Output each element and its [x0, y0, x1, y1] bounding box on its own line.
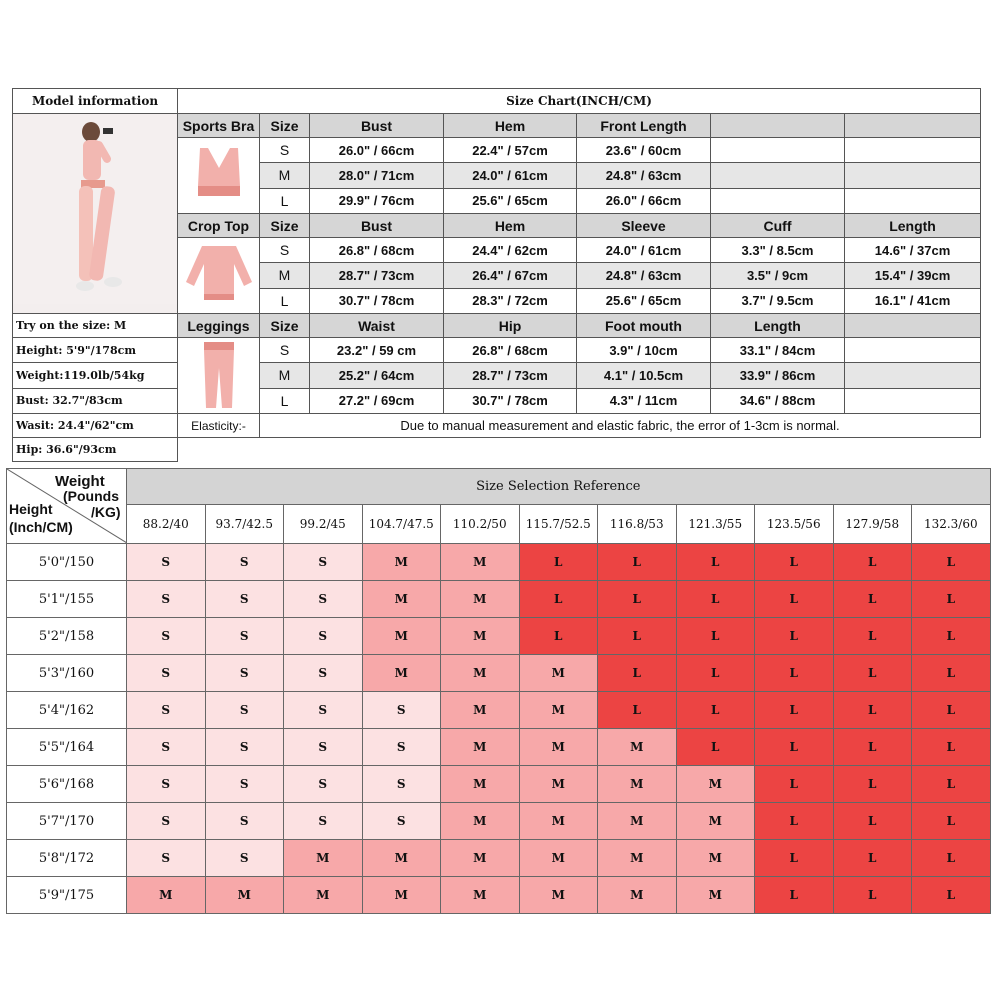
crop-top-image — [178, 238, 260, 314]
size-cell: S — [284, 729, 363, 766]
table-cell: 26.4" / 67cm — [444, 263, 577, 288]
size-cell: L — [833, 766, 912, 803]
spacer — [178, 438, 981, 462]
table-cell: 24.8" / 63cm — [577, 163, 711, 188]
size-cell: M — [676, 840, 755, 877]
size-cell: L — [598, 581, 677, 618]
table-cell: 14.6" / 37cm — [845, 238, 981, 263]
size-cell: S — [127, 803, 206, 840]
table-cell — [845, 388, 981, 413]
size-cell: S — [127, 729, 206, 766]
size-cell: L — [833, 692, 912, 729]
size-cell: M — [598, 840, 677, 877]
size-cell: L — [598, 544, 677, 581]
table-cell: 23.2" / 59 cm — [310, 338, 444, 363]
table-cell: M — [260, 263, 310, 288]
leggings-header: Length — [711, 314, 845, 338]
size-cell: S — [205, 581, 284, 618]
model-information-label: Model information — [13, 89, 178, 114]
size-cell: M — [441, 803, 520, 840]
height-row-header: 5'0"/150 — [7, 544, 127, 581]
table-cell: 33.1" / 84cm — [711, 338, 845, 363]
height-row-header: 5'9"/175 — [7, 877, 127, 914]
size-cell: L — [519, 581, 598, 618]
size-cell: S — [284, 803, 363, 840]
table-cell: M — [260, 363, 310, 388]
size-cell: L — [833, 618, 912, 655]
table-cell: 30.7" / 78cm — [310, 288, 444, 313]
weight-column-header: 110.2/50 — [441, 505, 520, 544]
size-cell: S — [284, 692, 363, 729]
size-cell: L — [676, 618, 755, 655]
table-cell: 28.3" / 72cm — [444, 288, 577, 313]
table-cell: 25.2" / 64cm — [310, 363, 444, 388]
table-cell: 26.8" / 68cm — [310, 238, 444, 263]
size-cell: L — [912, 655, 991, 692]
size-cell: L — [598, 655, 677, 692]
crop-top-header: Bust — [310, 214, 444, 238]
sports-bra-header: Front Length — [577, 114, 711, 138]
table-cell: 24.0" / 61cm — [444, 163, 577, 188]
leggings-header — [845, 314, 981, 338]
height-row-header: 5'3"/160 — [7, 655, 127, 692]
table-cell — [711, 138, 845, 163]
model-photo-image — [13, 114, 178, 304]
size-cell: L — [912, 729, 991, 766]
size-cell: M — [519, 840, 598, 877]
size-cell: S — [205, 655, 284, 692]
size-cell: L — [755, 877, 834, 914]
table-cell: S — [260, 138, 310, 163]
size-cell: S — [205, 803, 284, 840]
leggings-header: Hip — [444, 314, 577, 338]
table-row — [7, 840, 991, 877]
table-cell — [845, 138, 981, 163]
model-weight: Weight:119.0lb/54kg — [13, 363, 178, 388]
size-cell: M — [676, 803, 755, 840]
height-row-header: 5'1"/155 — [7, 581, 127, 618]
size-cell: M — [519, 803, 598, 840]
size-cell: S — [127, 544, 206, 581]
size-cell: L — [912, 803, 991, 840]
table-cell: 4.3" / 11cm — [577, 388, 711, 413]
size-cell: S — [127, 655, 206, 692]
size-cell: S — [127, 618, 206, 655]
sports-bra-header: Size — [260, 114, 310, 138]
table-cell: 27.2" / 69cm — [310, 388, 444, 413]
size-cell: M — [127, 877, 206, 914]
size-cell: L — [755, 692, 834, 729]
size-cell: M — [519, 729, 598, 766]
weight-axis-unit: (Pounds — [63, 488, 119, 504]
size-cell: L — [676, 581, 755, 618]
table-row — [7, 618, 991, 655]
table-cell: 15.4" / 39cm — [845, 263, 981, 288]
height-row-header: 5'8"/172 — [7, 840, 127, 877]
sports-bra-image — [178, 138, 260, 214]
table-row — [7, 729, 991, 766]
size-cell: M — [441, 840, 520, 877]
size-cell: L — [755, 766, 834, 803]
size-selection-title: Size Selection Reference — [127, 469, 991, 505]
leggings-image — [178, 338, 260, 414]
weight-column-header: 121.3/55 — [676, 505, 755, 544]
size-cell: L — [755, 803, 834, 840]
size-cell: S — [284, 581, 363, 618]
table-cell: 3.5" / 9cm — [711, 263, 845, 288]
size-cell: L — [912, 544, 991, 581]
sports-bra-header — [711, 114, 845, 138]
weight-column-header: 88.2/40 — [127, 505, 206, 544]
table-row — [7, 877, 991, 914]
table-cell: L — [260, 288, 310, 313]
size-cell: L — [755, 618, 834, 655]
size-cell: M — [519, 766, 598, 803]
height-axis-label: Height — [9, 501, 53, 517]
sports-bra-label: Sports Bra — [178, 114, 260, 138]
size-cell: L — [755, 655, 834, 692]
model-bust: Bust: 32.7"/83cm — [13, 388, 178, 413]
size-cell: M — [441, 618, 520, 655]
size-cell: L — [833, 840, 912, 877]
crop-top-header: Sleeve — [577, 214, 711, 238]
table-cell: 34.6" / 88cm — [711, 388, 845, 413]
size-cell: S — [205, 840, 284, 877]
size-cell: L — [676, 729, 755, 766]
size-cell: M — [441, 692, 520, 729]
crop-top-label: Crop Top — [178, 214, 260, 238]
size-cell: M — [284, 840, 363, 877]
size-cell: L — [912, 618, 991, 655]
size-cell: M — [362, 618, 441, 655]
measurement-note: Due to manual measurement and elastic fabric, the error of 1-3cm is normal. — [260, 414, 981, 438]
table-cell — [845, 163, 981, 188]
table-cell: 16.1" / 41cm — [845, 288, 981, 313]
size-cell: M — [362, 840, 441, 877]
height-row-header: 5'7"/170 — [7, 803, 127, 840]
size-cell: L — [676, 544, 755, 581]
size-cell: L — [833, 544, 912, 581]
model-waist: Wasit: 24.4"/62"cm — [13, 414, 178, 438]
size-cell: M — [362, 877, 441, 914]
height-axis-unit: (Inch/CM) — [9, 519, 73, 535]
table-cell: M — [260, 163, 310, 188]
size-cell: M — [441, 877, 520, 914]
model-hip: Hip: 36.6"/93cm — [13, 438, 178, 462]
table-cell — [711, 188, 845, 213]
size-cell: L — [833, 581, 912, 618]
crop-top-header: Cuff — [711, 214, 845, 238]
size-cell: S — [284, 655, 363, 692]
table-cell: 26.0" / 66cm — [310, 138, 444, 163]
size-chart-title: Size Chart(INCH/CM) — [178, 89, 981, 114]
table-cell: 24.0" / 61cm — [577, 238, 711, 263]
size-cell: L — [519, 618, 598, 655]
sports-bra-header: Bust — [310, 114, 444, 138]
size-cell: M — [441, 766, 520, 803]
weight-column-header: 93.7/42.5 — [205, 505, 284, 544]
table-cell: 22.4" / 57cm — [444, 138, 577, 163]
model-photo — [13, 114, 178, 314]
size-cell: L — [755, 581, 834, 618]
weight-column-header: 132.3/60 — [912, 505, 991, 544]
size-cell: L — [912, 766, 991, 803]
table-cell: 23.6" / 60cm — [577, 138, 711, 163]
size-cell: L — [833, 655, 912, 692]
size-cell: L — [755, 544, 834, 581]
weight-column-header: 115.7/52.5 — [519, 505, 598, 544]
size-cell: L — [676, 655, 755, 692]
table-cell: 26.0" / 66cm — [577, 188, 711, 213]
size-cell: S — [127, 581, 206, 618]
size-cell: S — [205, 618, 284, 655]
height-row-header: 5'2"/158 — [7, 618, 127, 655]
size-cell: S — [284, 544, 363, 581]
model-height: Height: 5'9"/178cm — [13, 338, 178, 363]
size-cell: L — [598, 618, 677, 655]
size-selection-table — [6, 468, 991, 914]
height-row-header: 5'4"/162 — [7, 692, 127, 729]
size-cell: M — [441, 655, 520, 692]
table-cell: 26.8" / 68cm — [444, 338, 577, 363]
weight-column-header: 123.5/56 — [755, 505, 834, 544]
weight-axis-unit: /KG) — [91, 504, 121, 520]
table-cell — [711, 163, 845, 188]
size-cell: L — [755, 840, 834, 877]
table-row — [7, 692, 991, 729]
table-cell: 28.7" / 73cm — [310, 263, 444, 288]
size-cell: S — [362, 803, 441, 840]
table-row — [7, 581, 991, 618]
elasticity-label: Elasticity:- — [178, 414, 260, 438]
size-cell: L — [519, 544, 598, 581]
size-cell: M — [284, 877, 363, 914]
table-row — [7, 544, 991, 581]
table-cell: 28.7" / 73cm — [444, 363, 577, 388]
table-cell: 3.9" / 10cm — [577, 338, 711, 363]
size-cell: S — [127, 692, 206, 729]
size-cell: M — [519, 692, 598, 729]
size-cell: L — [833, 877, 912, 914]
size-cell: S — [205, 692, 284, 729]
table-row — [7, 803, 991, 840]
size-cell: M — [441, 581, 520, 618]
size-cell: S — [205, 544, 284, 581]
size-chart-table — [12, 88, 981, 462]
table-cell: 30.7" / 78cm — [444, 388, 577, 413]
weight-column-header: 99.2/45 — [284, 505, 363, 544]
size-cell: L — [833, 729, 912, 766]
size-cell: M — [362, 655, 441, 692]
size-cell: S — [284, 766, 363, 803]
table-cell: 33.9" / 86cm — [711, 363, 845, 388]
sports-bra-header: Hem — [444, 114, 577, 138]
size-cell: M — [598, 729, 677, 766]
size-cell: L — [755, 729, 834, 766]
axis-corner — [7, 469, 127, 544]
table-cell: 24.4" / 62cm — [444, 238, 577, 263]
leggings-header: Size — [260, 314, 310, 338]
weight-column-header: 104.7/47.5 — [362, 505, 441, 544]
table-cell: 25.6" / 65cm — [444, 188, 577, 213]
size-cell: L — [912, 840, 991, 877]
size-cell: L — [833, 803, 912, 840]
size-cell: M — [598, 766, 677, 803]
weight-axis-label: Weight — [55, 473, 105, 490]
size-cell: M — [441, 544, 520, 581]
size-cell: M — [441, 729, 520, 766]
size-cell: S — [362, 692, 441, 729]
try-size-label: Try on the size: M — [13, 314, 178, 338]
size-cell: L — [912, 581, 991, 618]
size-cell: M — [205, 877, 284, 914]
table-cell: 3.3" / 8.5cm — [711, 238, 845, 263]
table-row — [7, 766, 991, 803]
size-cell: S — [284, 618, 363, 655]
table-cell: L — [260, 388, 310, 413]
size-cell: L — [598, 692, 677, 729]
size-cell: M — [362, 581, 441, 618]
table-cell: 3.7" / 9.5cm — [711, 288, 845, 313]
table-cell: 28.0" / 71cm — [310, 163, 444, 188]
size-cell: M — [676, 766, 755, 803]
size-cell: S — [362, 766, 441, 803]
table-cell: L — [260, 188, 310, 213]
table-cell — [845, 363, 981, 388]
size-cell: M — [598, 877, 677, 914]
size-cell: M — [519, 877, 598, 914]
size-cell: L — [912, 877, 991, 914]
size-cell: S — [205, 729, 284, 766]
table-cell: 25.6" / 65cm — [577, 288, 711, 313]
height-row-header: 5'5"/164 — [7, 729, 127, 766]
size-cell: M — [362, 544, 441, 581]
size-cell: L — [912, 692, 991, 729]
table-cell: 29.9" / 76cm — [310, 188, 444, 213]
table-cell: S — [260, 338, 310, 363]
size-cell: M — [519, 655, 598, 692]
size-cell: S — [362, 729, 441, 766]
table-cell — [845, 338, 981, 363]
size-cell: M — [598, 803, 677, 840]
size-cell: S — [127, 766, 206, 803]
size-cell: S — [127, 840, 206, 877]
weight-column-header: 127.9/58 — [833, 505, 912, 544]
leggings-label: Leggings — [178, 314, 260, 338]
height-row-header: 5'6"/168 — [7, 766, 127, 803]
table-row — [7, 655, 991, 692]
table-cell: 4.1" / 10.5cm — [577, 363, 711, 388]
table-cell: S — [260, 238, 310, 263]
size-cell: L — [676, 692, 755, 729]
leggings-header: Waist — [310, 314, 444, 338]
table-cell — [845, 188, 981, 213]
crop-top-header: Length — [845, 214, 981, 238]
crop-top-header: Size — [260, 214, 310, 238]
crop-top-header: Hem — [444, 214, 577, 238]
size-cell: S — [205, 766, 284, 803]
table-cell: 24.8" / 63cm — [577, 263, 711, 288]
weight-column-header: 116.8/53 — [598, 505, 677, 544]
size-cell: M — [676, 877, 755, 914]
leggings-header: Foot mouth — [577, 314, 711, 338]
sports-bra-header — [845, 114, 981, 138]
